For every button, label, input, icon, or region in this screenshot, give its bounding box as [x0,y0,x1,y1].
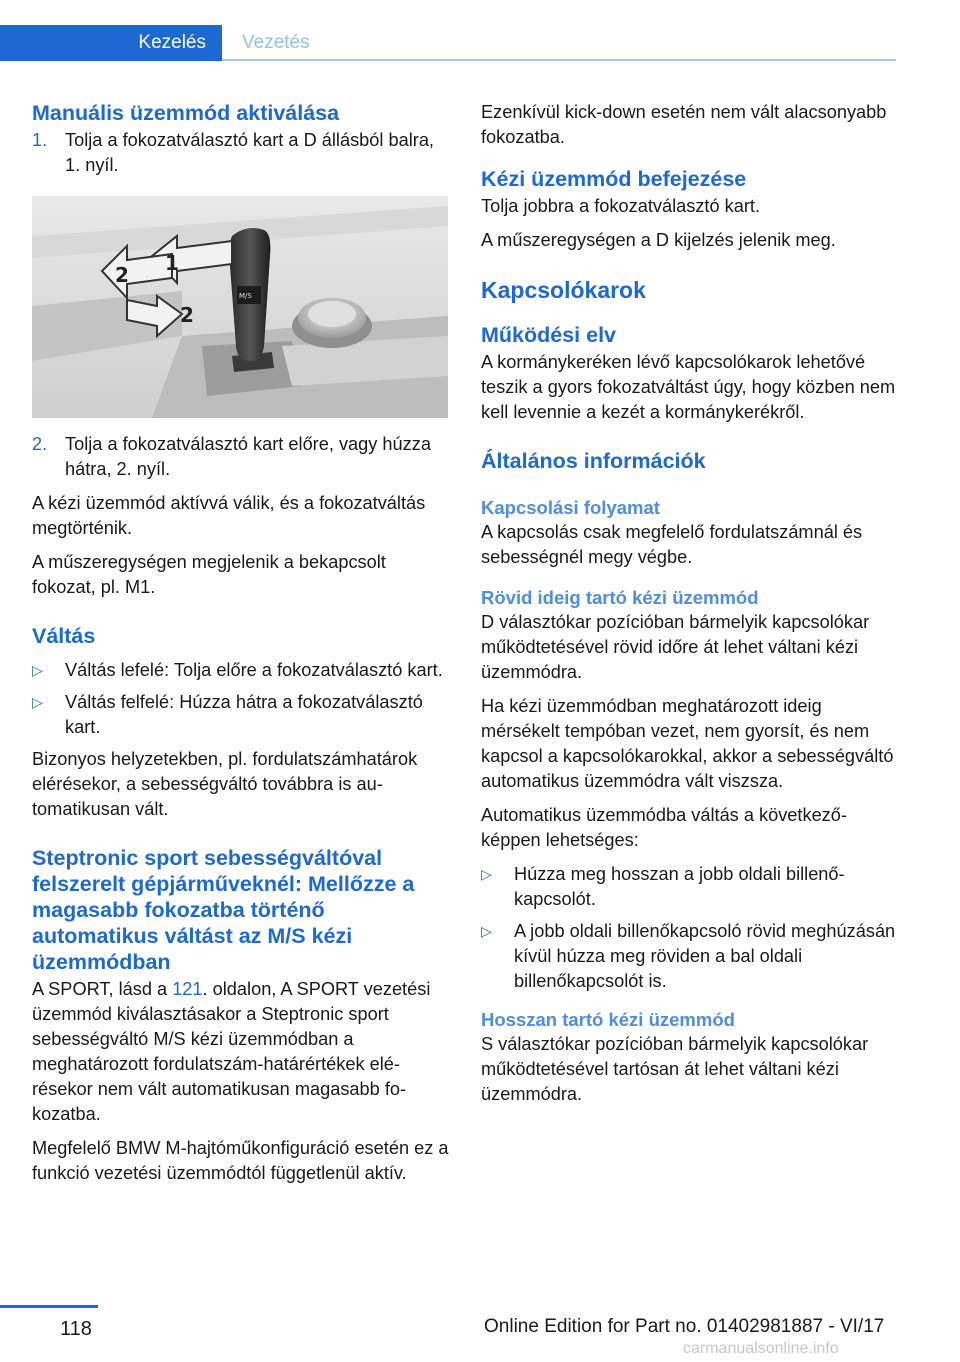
list-item-text: Húzza meg hosszan a jobb oldali billenőkapcsolót. [514,864,845,909]
heading-rovid-ideig: Rövid ideig tartó kézi üzemmód [481,587,759,608]
tab-vezetes[interactable]: Vezetés [242,32,310,53]
figure-label-1: 1 [165,251,179,275]
list-item [481,919,897,994]
paragraph: Megfelelő BMW M-hajtóműkonfiguráció esetén ez a funkció vezetési üzemmódtól függetlenül aktív. [32,1138,449,1183]
left-column [32,100,450,1195]
paragraph: A műszeregységen a D kijelzés jelenik meg. [481,230,836,250]
text-run: A SPORT, lásd a [32,979,173,999]
list-item [32,690,450,740]
right-column [481,100,897,1116]
heading-valtas: Váltás [32,624,96,648]
step-number: 1. [32,130,48,150]
triangle-right-icon: ▷ [32,662,43,678]
paragraph: A kézi üzemmód aktívvá válik, és a fokozatváltás megtörténik. [32,493,426,538]
heading-kezi-befejezese: Kézi üzemmód befejezése [481,167,747,191]
step-1 [32,128,450,178]
paragraph: Tolja jobbra a fokozatválasztó kart. [481,196,761,216]
triangle-right-icon: ▷ [32,694,43,710]
paragraph: Automatikus üzemmódba váltás a következőképpen lehetséges: [481,805,847,850]
paragraph: Ezenkívül kick-down esetén nem vált alacsonyabb fokozatba. [481,102,887,147]
tab-divider [222,59,896,61]
tab-kezeles[interactable]: Kezelés [0,25,222,61]
step-2 [32,432,450,482]
paragraph: A kormánykeréken lévő kapcsolókarok lehetővé teszik a gyors fokozatváltást úgy, hogy közben nem kell levennie a kezét a kormánykerékről. [481,352,896,422]
heading-kapcsolasi-folyamat: Kapcsolási folyamat [481,497,660,518]
gear-selector-figure [32,196,448,418]
paragraph: D választókar pozícióban bármelyik kapcsolókar működtetésével rövid időre át lehet váltani kézi üzemmódra. [481,612,870,682]
list-item-text: A jobb oldali billenőkapcsoló rövid meghúzásán kívül húzza meg röviden a bal oldali billenőkapcsolót is. [514,921,896,991]
figure-label-2-upper: 2 [115,263,129,287]
watermark: carmanualsonline.info [683,1340,839,1357]
paragraph: S választókar pozícióban bármelyik kapcsolókar működtetésével tartósan át lehet váltani kézi üzemmódra. [481,1034,869,1104]
heading-mukodesi-elv: Működési elv [481,323,617,347]
heading-steptronic: Steptronic sport sebességváltóval felszerelt gépjárműveknél: Mellőzze a magasabb fokozatba történő automatikus váltást az M/S kézi üzemmódban [32,846,415,974]
list-item [32,658,450,683]
paragraph: A műszeregységen megjelenik a bekapcsolt fokozat, pl. M1. [32,552,386,597]
list-item-text: Váltás felfelé: Húzza hátra a fokozatválasztó kart. [65,692,423,737]
heading-hosszan-tarto: Hosszan tartó kézi üzemmód [481,1009,735,1030]
paragraph: Ha kézi üzemmódban meghatározott ideig mérsékelt tempóban vezet, nem gyorsít, és nem kapcsol a kapcsolókarokkal, akkor a sebességváltó automatikus üzemmódra vált viszsza. [481,696,894,791]
list-item [481,862,897,912]
step-text: Tolja a fokozatválasztó kart a D állásból balra, 1. nyíl. [65,130,434,175]
page-ref-link[interactable]: 121 [172,979,203,999]
paragraph: A kapcsolás csak megfelelő fordulatszámnál és sebességnél megy végbe. [481,522,863,567]
step-number: 2. [32,434,48,454]
triangle-right-icon: ▷ [481,866,492,882]
page-number: 118 [60,1318,92,1340]
list-item-text: Váltás lefelé: Tolja előre a fokozatválasztó kart. [65,660,443,680]
paragraph-sport [32,977,450,1127]
text-run: . oldalon, A SPORT vezetési üzemmód kiválasztásakor a Steptronic sport sebességváltó M/S kézi üzemmódban a meghatározott fordulatszám-határértékek elérésekor nem vált automatikusan magasabb fokozatba. [32,979,431,1124]
edition-note: Online Edition for Part no. 01402981887 - VI/17 [484,1316,885,1337]
step-text: Tolja a fokozatválasztó kart előre, vagy húzza hátra, 2. nyíl. [65,434,431,479]
chapter-tabs [0,25,896,61]
footer-rule [0,1305,98,1308]
svg-text:M/S: M/S [239,292,252,300]
heading-manual-activation: Manuális üzemmód aktiválása [32,101,340,125]
paragraph: Bizonyos helyzetekben, pl. fordulatszámhatárok elérésekor, a sebességváltó továbbra is automatikusan vált. [32,749,418,819]
heading-altalanos: Általános információk [481,449,706,473]
figure-label-2-lower: 2 [180,303,194,327]
triangle-right-icon: ▷ [481,923,492,939]
heading-kapcsolokarok: Kapcsolókarok [481,277,646,303]
